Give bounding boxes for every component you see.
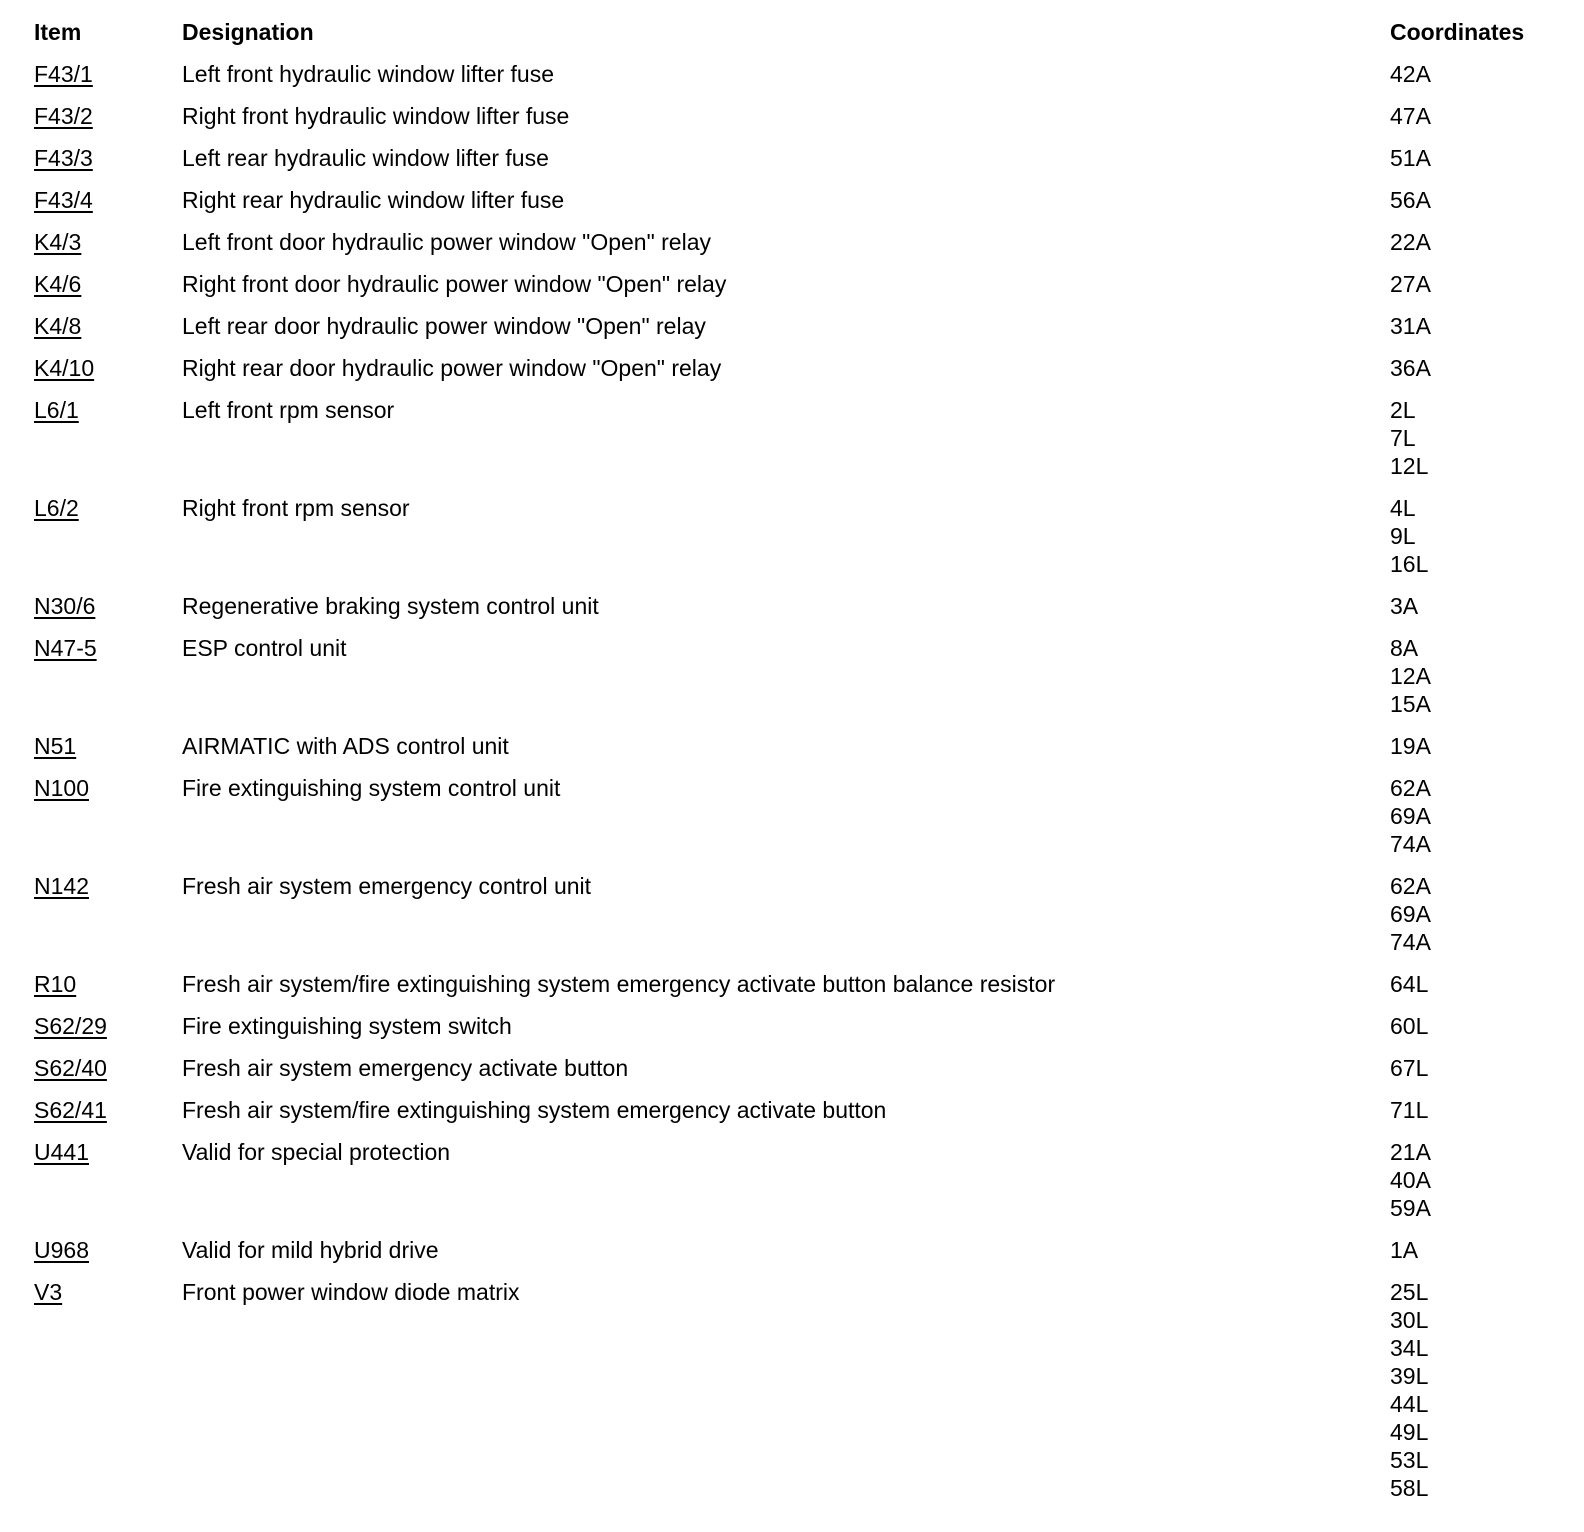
coordinate-value: 67L [1390,1055,1429,1081]
coordinate-value: 36A [1390,355,1431,381]
item-link[interactable]: L6/2 [34,495,79,521]
table-row [34,396,1554,494]
item-cell [34,1096,182,1124]
designation-cell: ESP control unit [182,635,347,661]
item-cell [34,1012,182,1040]
coordinate-value: 34L [1390,1335,1429,1361]
coordinates-cell [1390,144,1540,172]
item-link[interactable]: R10 [34,971,77,997]
designation-cell: Right rear hydraulic window lifter fuse [182,187,565,213]
coordinates-cell [1390,1096,1540,1124]
designation-cell: Fire extinguishing system control unit [182,775,561,801]
coordinate-value: 31A [1390,313,1431,339]
item-link[interactable]: F43/4 [34,187,93,213]
table-row [34,732,1554,774]
table-row [34,1054,1554,1096]
coordinate-value: 60L [1390,1013,1429,1039]
table-row [34,144,1554,186]
item-link[interactable]: S62/29 [34,1013,107,1039]
table-row [34,270,1554,312]
item-link[interactable]: L6/1 [34,397,79,423]
designation-cell: Right front rpm sensor [182,495,410,521]
coordinate-value: 22A [1390,229,1431,255]
table-row [34,494,1554,592]
coordinate-value: 51A [1390,145,1431,171]
coordinate-value: 25L [1390,1279,1429,1305]
coordinate-value: 27A [1390,271,1431,297]
item-cell [34,144,182,172]
coordinates-cell [1390,60,1540,88]
coordinates-cell [1390,634,1540,718]
coordinates-cell [1390,396,1540,480]
item-link[interactable]: V3 [34,1279,63,1305]
item-link[interactable]: N30/6 [34,593,96,619]
coordinate-value: 7L [1390,425,1416,451]
item-cell [34,396,182,424]
item-cell [34,228,182,256]
item-cell [34,60,182,88]
item-link[interactable]: K4/6 [34,271,82,297]
table-row [34,102,1554,144]
designation-cell: Fresh air system/fire extinguishing system emergency activate button balance resistor [182,971,1056,997]
item-cell [34,270,182,298]
designation-cell: Left front hydraulic window lifter fuse [182,61,555,87]
table-body [34,60,1554,1516]
coordinate-value: 3A [1390,593,1419,619]
item-link[interactable]: F43/1 [34,61,93,87]
coordinate-value: 30L [1390,1307,1429,1333]
table-row [34,1138,1554,1236]
table-row [34,774,1554,872]
item-link[interactable]: K4/10 [34,355,95,381]
coordinates-cell [1390,354,1540,382]
legend-table [34,18,1554,1516]
coordinates-cell [1390,872,1540,956]
item-cell [34,354,182,382]
coordinate-value: 59A [1390,1195,1431,1221]
table-row [34,228,1554,270]
table-row [34,186,1554,228]
coordinate-value: 40A [1390,1167,1431,1193]
coordinate-value: 39L [1390,1363,1429,1389]
item-cell [34,592,182,620]
coordinates-cell [1390,186,1540,214]
coordinate-value: 74A [1390,929,1431,955]
item-link[interactable]: K4/3 [34,229,82,255]
coordinate-value: 71L [1390,1097,1429,1123]
coordinate-value: 49L [1390,1419,1429,1445]
coordinate-value: 42A [1390,61,1431,87]
designation-cell: Fresh air system emergency activate button [182,1055,629,1081]
table-row [34,312,1554,354]
item-link[interactable]: S62/41 [34,1097,107,1123]
designation-cell: Right front door hydraulic power window "Open" relay [182,271,727,297]
coordinate-value: 16L [1390,551,1429,577]
coordinates-cell [1390,1054,1540,1082]
designation-cell: Valid for special protection [182,1139,451,1165]
item-cell [34,634,182,662]
item-link[interactable]: N100 [34,775,89,801]
coordinate-value: 74A [1390,831,1431,857]
coordinate-value: 56A [1390,187,1431,213]
coordinates-cell [1390,1236,1540,1264]
designation-cell: Valid for mild hybrid drive [182,1237,439,1263]
table-row [34,60,1554,102]
designation-cell: Regenerative braking system control unit [182,593,599,619]
designation-cell: AIRMATIC with ADS control unit [182,733,509,759]
table-row [34,634,1554,732]
coordinates-cell [1390,732,1540,760]
designation-cell: Right rear door hydraulic power window "Open" relay [182,355,722,381]
header-designation: Designation [182,19,314,45]
coordinate-value: 47A [1390,103,1431,129]
item-cell [34,1054,182,1082]
designation-cell: Fresh air system emergency control unit [182,873,592,899]
item-link[interactable]: F43/3 [34,145,93,171]
item-cell [34,774,182,802]
coordinates-cell [1390,1012,1540,1040]
coordinate-value: 19A [1390,733,1431,759]
coordinate-value: 69A [1390,803,1431,829]
coordinates-cell [1390,1278,1540,1502]
coordinate-value: 21A [1390,1139,1431,1165]
item-link[interactable]: N142 [34,873,89,899]
coordinate-value: 2L [1390,397,1416,423]
coordinates-cell [1390,312,1540,340]
item-link[interactable]: U968 [34,1237,89,1263]
header-coordinates: Coordinates [1390,19,1525,45]
item-cell [34,732,182,760]
coordinates-cell [1390,494,1540,578]
coordinate-value: 69A [1390,901,1431,927]
item-link[interactable]: U441 [34,1139,89,1165]
item-cell [34,1138,182,1166]
table-row [34,592,1554,634]
coordinate-value: 12L [1390,453,1429,479]
designation-cell: Front power window diode matrix [182,1279,520,1305]
coordinate-value: 62A [1390,873,1431,899]
coordinate-value: 9L [1390,523,1416,549]
coordinate-value: 15A [1390,691,1431,717]
designation-cell: Left front rpm sensor [182,397,395,423]
coordinate-value: 1A [1390,1237,1419,1263]
item-link[interactable]: N47-5 [34,635,97,661]
item-link[interactable]: N51 [34,733,77,759]
table-header [34,18,1554,60]
coordinate-value: 64L [1390,971,1429,997]
item-cell [34,970,182,998]
coordinates-cell [1390,1138,1540,1222]
coordinate-value: 8A [1390,635,1419,661]
item-cell [34,872,182,900]
coordinates-cell [1390,270,1540,298]
designation-cell: Fresh air system/fire extinguishing system emergency activate button [182,1097,887,1123]
table-row [34,970,1554,1012]
coordinate-value: 12A [1390,663,1431,689]
item-cell [34,1236,182,1264]
table-row [34,1278,1554,1516]
item-cell [34,1278,182,1306]
coordinate-value: 4L [1390,495,1416,521]
coordinate-value: 58L [1390,1475,1429,1501]
item-link[interactable]: S62/40 [34,1055,107,1081]
coordinates-cell [1390,102,1540,130]
designation-cell: Fire extinguishing system switch [182,1013,512,1039]
coordinate-value: 62A [1390,775,1431,801]
item-link[interactable]: F43/2 [34,103,93,129]
table-row [34,872,1554,970]
coordinates-cell [1390,774,1540,858]
designation-cell: Left rear door hydraulic power window "Open" relay [182,313,706,339]
designation-cell: Left rear hydraulic window lifter fuse [182,145,549,171]
item-cell [34,312,182,340]
coordinate-value: 44L [1390,1391,1429,1417]
table-row [34,1012,1554,1054]
designation-cell: Left front door hydraulic power window "Open" relay [182,229,711,255]
item-link[interactable]: K4/8 [34,313,82,339]
coordinate-value: 53L [1390,1447,1429,1473]
coordinates-cell [1390,592,1540,620]
item-cell [34,102,182,130]
table-row [34,1236,1554,1278]
coordinates-cell [1390,970,1540,998]
table-row [34,1096,1554,1138]
item-cell [34,494,182,522]
header-item: Item [34,19,82,45]
table-row [34,354,1554,396]
coordinates-cell [1390,228,1540,256]
designation-cell: Right front hydraulic window lifter fuse [182,103,570,129]
item-cell [34,186,182,214]
